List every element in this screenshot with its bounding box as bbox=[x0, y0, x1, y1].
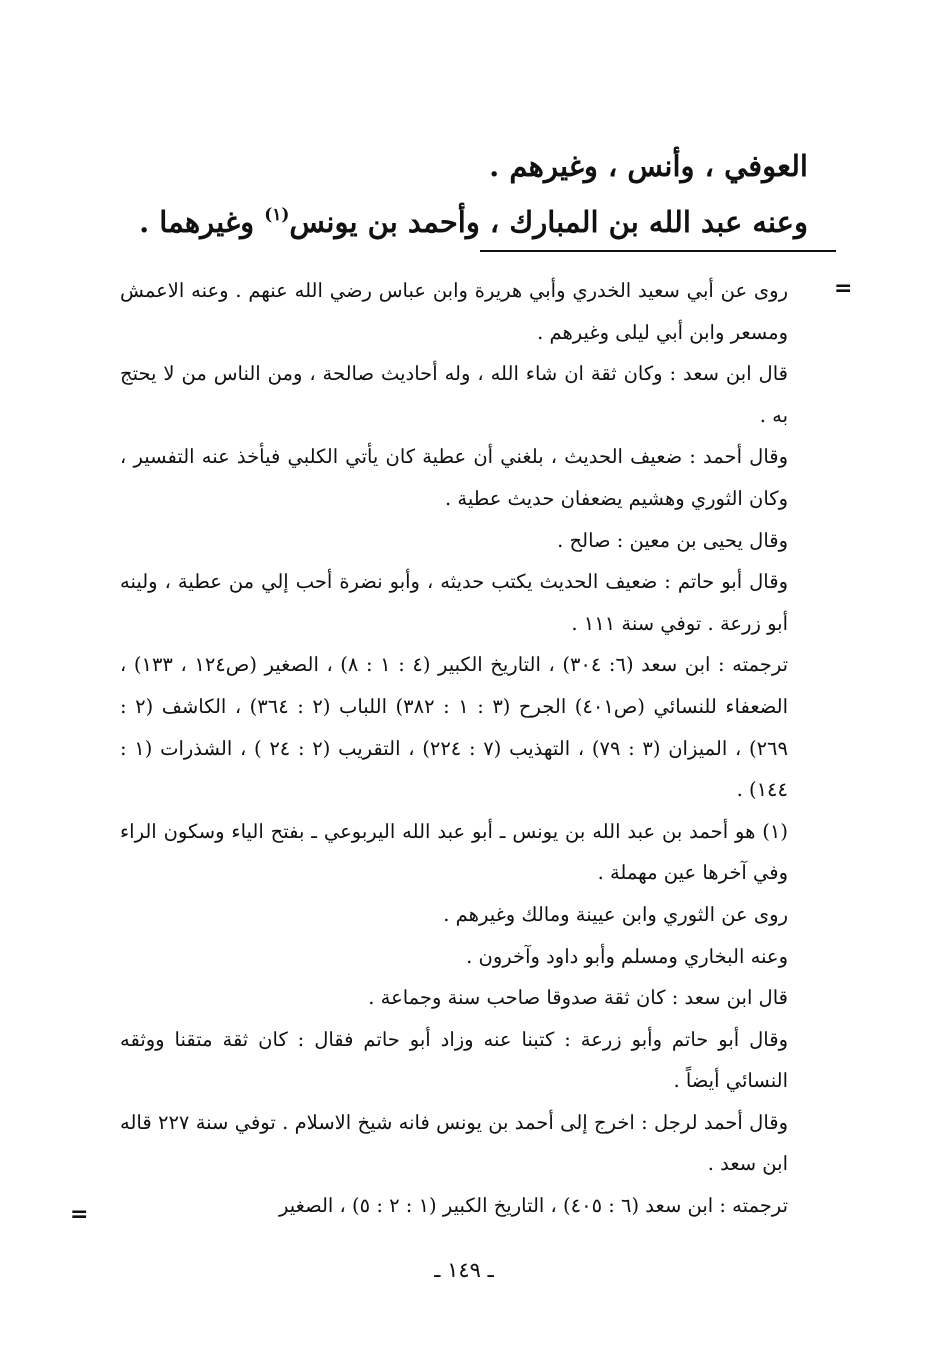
note-paragraph: روى عن أبي سعيد الخدري وأبي هريرة وابن عباس رضي الله عنهم . وعنه الاعمش ومسعر وابن أبي ليلى وغيرهم . bbox=[120, 279, 788, 344]
footnote-line: وعنه البخاري ومسلم وأبو داود وآخرون . bbox=[466, 944, 788, 968]
footnote-reference: (١) bbox=[264, 205, 290, 225]
footnote-separator bbox=[480, 250, 836, 252]
footnote-line: وقال أحمد لرجل : اخرج إلى أحمد بن يونس فانه شيخ الاسلام . توفي سنة ٢٢٧ قاله ابن سعد . bbox=[120, 1110, 788, 1176]
footnote-text: هو أحمد بن عبد الله بن يونس ـ أبو عبد الله اليربوعي ـ بفتح الياء وسكون الراء وفي آخرها عين مهملة . bbox=[120, 819, 788, 885]
footnote-line: وقال أبو حاتم وأبو زرعة : كتبنا عنه وزاد أبو حاتم فقال : كان ثقة متقنا ووثقه النسائي أيضاً . bbox=[120, 1027, 788, 1093]
main-line-2 bbox=[139, 194, 808, 250]
note-paragraph: وقال أبو حاتم : ضعيف الحديث يكتب حديثه ، وأبو نضرة أحب إلي من عطية ، ولينه أبو زرعة . توفي سنة ١١١ . bbox=[120, 570, 788, 635]
main-text bbox=[139, 138, 808, 250]
main-line-2-end: وغيرهما . bbox=[139, 205, 265, 239]
continuation-marker-bottom: = bbox=[70, 1202, 89, 1227]
main-line-1: العوفي ، وأنس ، وغيرهم . bbox=[489, 149, 808, 183]
continuation-marker-top: = bbox=[834, 276, 853, 301]
footnote-1-first bbox=[120, 811, 788, 894]
note-paragraph: قال ابن سعد : وكان ثقة ان شاء الله ، وله أحاديث صالحة ، ومن الناس من لا يحتج به . bbox=[120, 362, 788, 427]
footnote-number: (١) bbox=[762, 819, 788, 843]
footnotes bbox=[120, 270, 788, 1227]
footnote-line: روى عن الثوري وابن عيينة ومالك وغيرهم . bbox=[443, 902, 788, 926]
note-paragraph: ترجمته : ابن سعد (٦: ٣٠٤) ، التاريخ الكبير (٤ : ١ : ٨) ، الصغير (ص١٢٤ ، ١٣٣) ، الضعفاء للنسائي (ص٤٠١) الجرح (٣ : ١ : ٣٨٢) اللباب (٢ : ٣٦٤) ، الكاشف (٢ : ٢٦٩) ، الميزان (٣ : ٧٩) ، التهذيب (٧ : ٢٢٤) ، التقريب (٢ : ٢٤ ) ، الشذرات (١ : ١٤٤) . bbox=[120, 653, 789, 802]
note-paragraph: وقال أحمد : ضعيف الحديث ، بلغني أن عطية كان يأتي الكلبي فيأخذ عنه التفسير ، وكان الثوري وهشيم يضعفان حديث عطية . bbox=[120, 445, 788, 510]
note-paragraph: وقال يحيى بن معين : صالح . bbox=[557, 528, 788, 552]
footnote-line: ترجمته : ابن سعد (٦ : ٤٠٥) ، التاريخ الكبير (١ : ٢ : ٥) ، الصغير bbox=[279, 1194, 788, 1218]
footnote-line: قال ابن سعد : كان ثقة صدوقا صاحب سنة وجماعة . bbox=[368, 986, 788, 1010]
main-line-2-text: وعنه عبد الله بن المبارك ، وأحمد بن يونس bbox=[289, 205, 808, 239]
page-number: ـ ١٤٩ ـ bbox=[434, 1258, 494, 1282]
